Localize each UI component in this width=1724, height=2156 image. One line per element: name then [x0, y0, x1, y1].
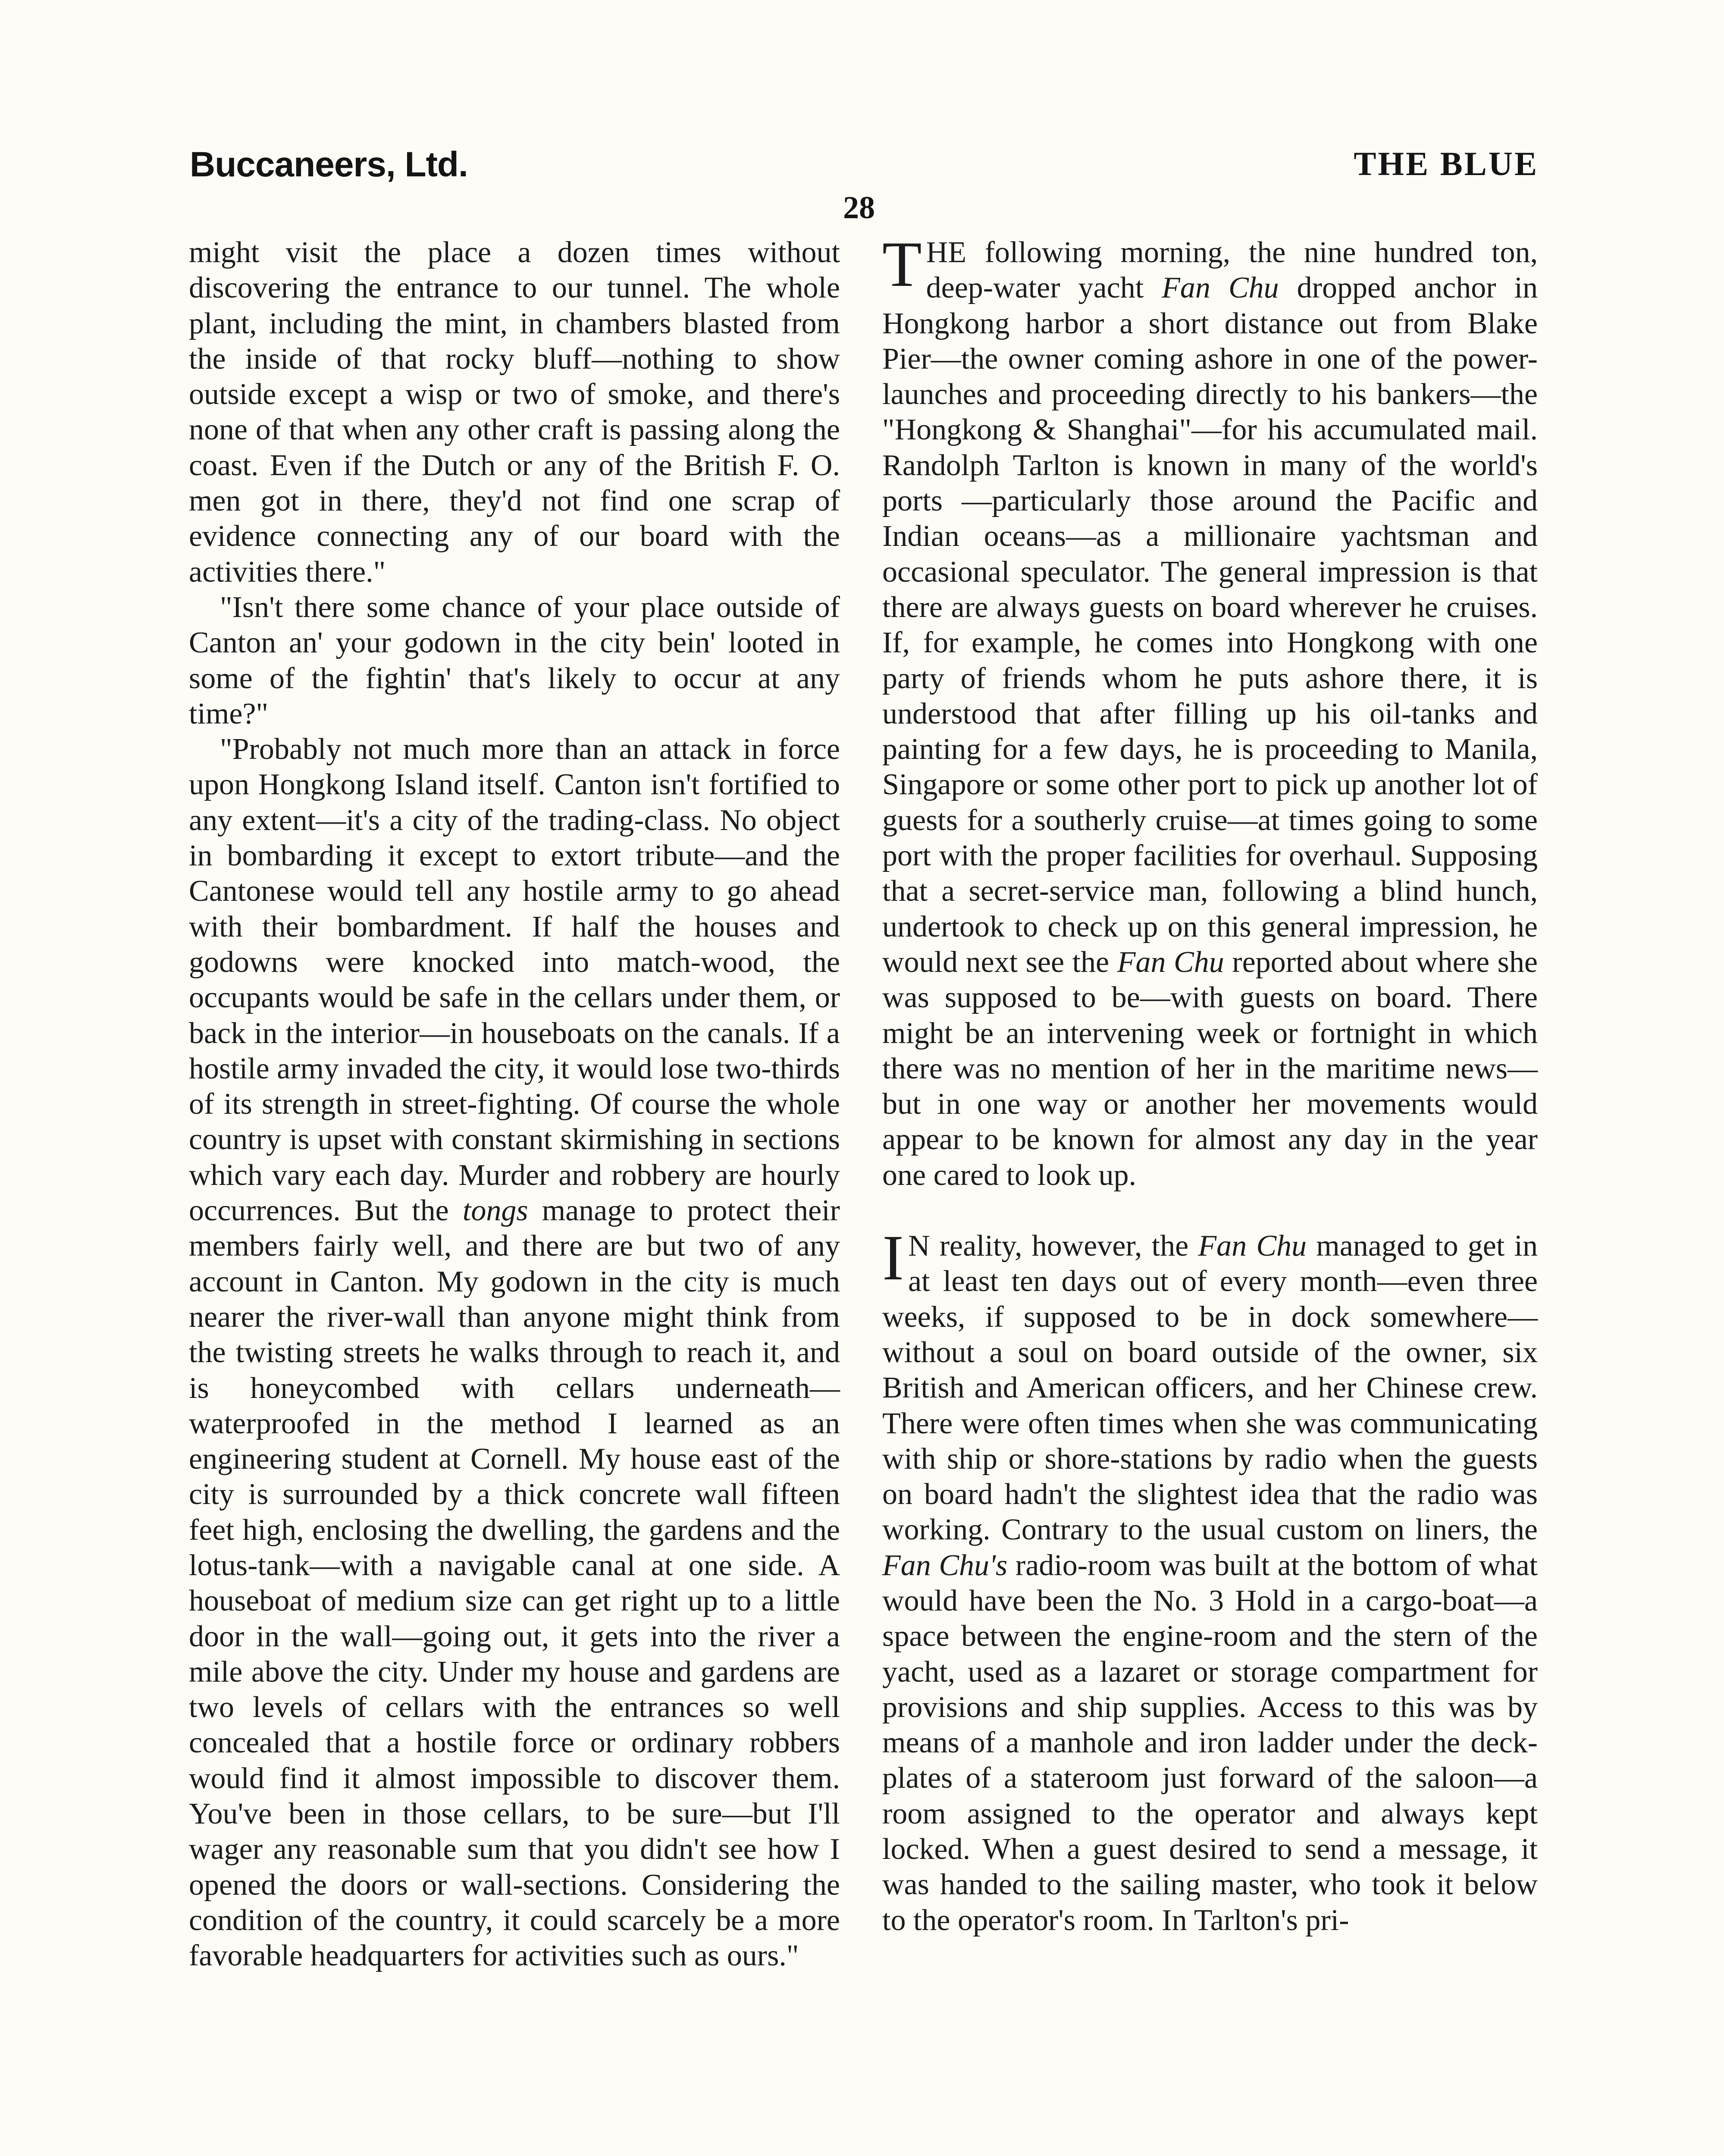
- right-column: [882, 229, 1538, 1938]
- drop-cap: I: [882, 1222, 904, 1294]
- magazine-title: THE BLUE: [1354, 145, 1539, 182]
- section-paragraph: [882, 229, 1538, 1193]
- section-paragraph: [882, 1222, 1538, 1938]
- paragraph-text: radio-room was built at the bottom of what would have been the No. 3 Hold in a cargo-boat—a space between the engine-room and the stern of the yacht, used as a lazaret or storage compartment for provisions and ship supplies. Access to this was by means of a manhole and iron ladder under the deck-plates of a stateroom just forward of the saloon—a room assigned to the operator and always kept locked. When a guest desired to send a message, it was handed to the sailing master, who took it below to the operator's room. In Tarlton's pri-: [882, 1548, 1538, 1937]
- paragraph: "Isn't there some chance of your place outside of Canton an' your godown in the city bein' looted in some of the fightin' that's likely to occur at any time?": [189, 590, 840, 730]
- paragraph: might visit the place a dozen times without discovering the entrance to our tunnel. The whole plant, including the mint, in chambers blasted from the inside of that rocky bluff—nothing to show outside except a wisp or two of smoke, and there's none of that when any other craft is passing along the coast. Even if the Dutch or any of the British F. O. men got in there, they'd not find one scrap of evidence connecting any of our board with the activities there.": [189, 236, 840, 589]
- paragraph-text: "Probably not much more than an attack in force upon Hongkong Island itself. Canton isn't fortified to any extent—it's a city of the trading-class. No object in bombarding it except to extort tribute—and the Cantonese would tell any hostile army to go ahead with their bombardment. If half the houses and godowns were knocked into match-wood, the occupants would be safe in the cellars under them, or back in the interior—in houseboats on the canals. If a hostile army invaded the city, it would lose two-thirds of its strength in street-fighting. Of course the whole country is upset with constant skirmishing in sections which vary each day. Murder and robbery are hourly occurrences. But the: [189, 733, 840, 1228]
- paragraph-text: dropped anchor in Hongkong harbor a short distance out from Blake Pier—the owner coming ashore in one of the power-launches and proceeding directly to his bankers—the "Hongkong & Shanghai"—for his accumulated mail. Randolph Tarlton is known in many of the world's ports —particularly those around the Pacific and Indian oceans—as a millionaire yachtsman and occasional speculator. The general impression is that there are always guests on board wherever he cruises. If, for example, he comes into Hongkong with one party of friends whom he puts ashore there, it is understood that after filling up his oil-tanks and painting for a few days, he is proceeding to Manila, Singapore or some other port to pick up another lot of guests for a southerly cruise—at times going to some port with the proper facilities for overhaul. Supposing that a secret-service man, following a blind hunch, undertook to check up on this general impression, he would next see the: [882, 271, 1538, 979]
- paragraph: [189, 732, 840, 1974]
- paragraph-text: HE following morning, the nine hundred ton, deep-water yacht: [926, 236, 1538, 305]
- ship-name: Fan Chu: [1198, 1229, 1307, 1263]
- ship-name-possessive: Fan Chu's: [882, 1548, 1008, 1582]
- ship-name: Fan Chu: [1162, 271, 1279, 305]
- running-title: Buccaneers, Ltd.: [190, 145, 468, 184]
- left-column: [189, 235, 840, 1974]
- paragraph-text: managed to get in at least ten days out of every month—even three weeks, if supposed to be in dock somewhere—without a soul on board outside of the owner, six British and American officers, and her Chinese crew. There were often times when she was communicating with ship or shore-stations by radio when the guests on board hadn't the slightest idea that the radio was working. Contrary to the usual custom on liners, the: [882, 1229, 1538, 1547]
- page-number: 28: [843, 190, 875, 226]
- paragraph-text: N reality, however, the: [908, 1229, 1198, 1263]
- italic-word: tongs: [462, 1194, 528, 1228]
- paragraph-text: reported about where she was supposed to be—with guests on board. There might be an intervening week or fortnight in which there was no mention of her in the maritime news—but in one way or another her movements would appear to be known for almost any day in the year one cared to look up.: [882, 945, 1538, 1192]
- ship-name: Fan Chu: [1117, 945, 1224, 979]
- paragraph-text: manage to protect their members fairly well, and there are but two of any account in Canton. My godown in the city is much nearer the river-wall than anyone might think from the twisting streets he walks through to reach it, and is honeycombed with cellars underneath—waterproofed in the method I learned as an engineering student at Cornell. My house east of the city is surrounded by a thick concrete wall fifteen feet high, enclosing the dwelling, the gardens and the lotus-tank—with a navigable canal at one side. A houseboat of medium size can get right up to a little door in the wall—going out, it gets into the river a mile above the city. Under my house and gardens are two levels of cellars with the entrances so well concealed that a hostile force or ordinary robbers would find it almost impossible to discover them. You've been in those cellars, to be sure—but I'll wager any reasonable sum that you didn't see how I opened the doors or wall-sections. Considering the condition of the country, it could scarcely be a more favorable headquarters for activities such as ours.": [189, 1194, 840, 1973]
- drop-cap: T: [882, 229, 922, 300]
